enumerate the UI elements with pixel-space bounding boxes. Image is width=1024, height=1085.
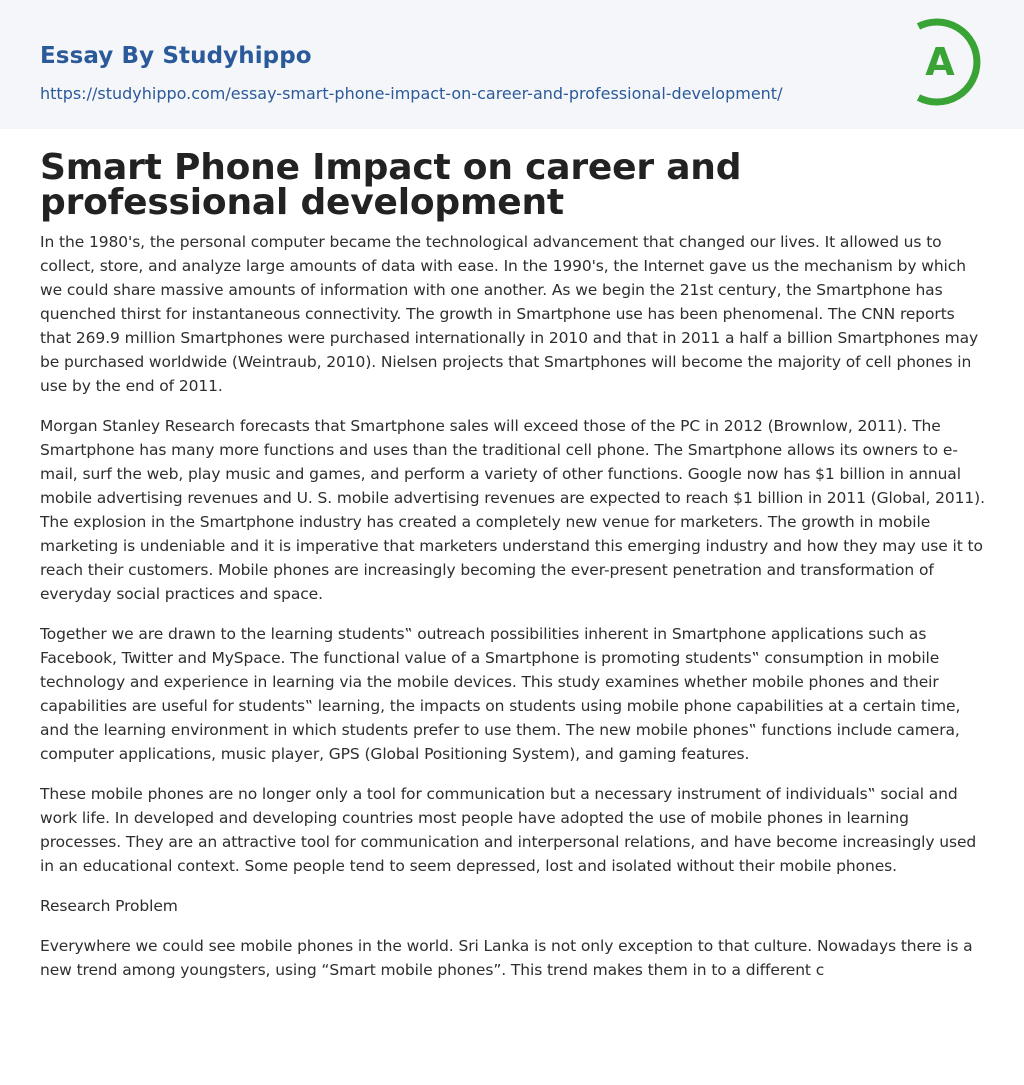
site-brand[interactable]: Essay By Studyhippo <box>40 43 312 69</box>
essay-paragraph: Together we are drawn to the learning students‟ outreach possibilities inherent in Smartphone applications such as Facebook, Twitter and MySpace. The functional value of a Smartphone is promoting students‟ consumption in mobile technology and experience in learning via the mobile devices. This study examines whether mobile phones and their capabilities are useful for students‟ learning, the impacts on students using mobile phone capabilities at a certain time, and the learning environment in which students prefer to use them. The new mobile phones‟ functions include camera, computer applications, music player, GPS (Global Positioning System), and gaming features. <box>40 625 961 763</box>
essay-paragraph: These mobile phones are no longer only a tool for communication but a necessary instrument of individuals‟ social and work life. In developed and developing countries most people have adopted the use of mobile phones in learning processes. They are an attractive tool for communication and interpersonal relations, and have become increasingly used in an educational context. Some people tend to seem depressed, lost and isolated without their mobile phones. <box>40 785 977 875</box>
site-header <box>0 0 1024 129</box>
essay-title: Smart Phone Impact on career and professional development <box>40 147 742 223</box>
essay-url-link[interactable]: https://studyhippo.com/essay-smart-phone-impact-on-career-and-professional-development/ <box>40 84 783 103</box>
section-heading-research-problem: Research Problem <box>40 897 178 915</box>
essay-content <box>40 147 986 982</box>
essay-paragraph: In the 1980's, the personal computer became the technological advancement that changed our lives. It allowed us to collect, store, and analyze large amounts of data with ease. In the 1990's, the Internet gave us the mechanism by which we could share massive amounts of information with one another. As we begin the 21st century, the Smartphone has quenched thirst for instantaneous connectivity. The growth in Smartphone use has been phenomenal. The CNN reports that 269.9 million Smartphones were purchased internationally in 2010 and that in 2011 a half a billion Smartphones may be purchased worldwide (Weintraub, 2010). Nielsen projects that Smartphones will become the majority of cell phones in use by the end of 2011. <box>40 233 979 395</box>
essay-paragraph: Morgan Stanley Research forecasts that Smartphone sales will exceed those of the PC in 2012 (Brownlow, 2011). The Smartphone has many more functions and uses than the traditional cell phone. The Smartphone allows its owners to e-mail, surf the web, play music and games, and perform a variety of other functions. Google now has $1 billion in annual mobile advertising revenues and U. S. mobile advertising revenues are expected to reach $1 billion in 2011 (Global, 2011). The explosion in the Smartphone industry has created a completely new venue for marketers. The growth in mobile marketing is undeniable and it is imperative that marketers understand this emerging industry and how they may use it to reach their customers. Mobile phones are increasingly becoming the ever-present penetration and transformation of everyday social practices and space. <box>40 417 985 603</box>
essay-paragraph: Everywhere we could see mobile phones in the world. Sri Lanka is not only exception to that culture. Nowadays there is a new trend among youngsters, using “Smart mobile phones”. This trend makes them in to a different c <box>40 937 973 979</box>
logo-letter: A <box>925 40 955 84</box>
studyhippo-logo-icon[interactable] <box>910 18 988 106</box>
